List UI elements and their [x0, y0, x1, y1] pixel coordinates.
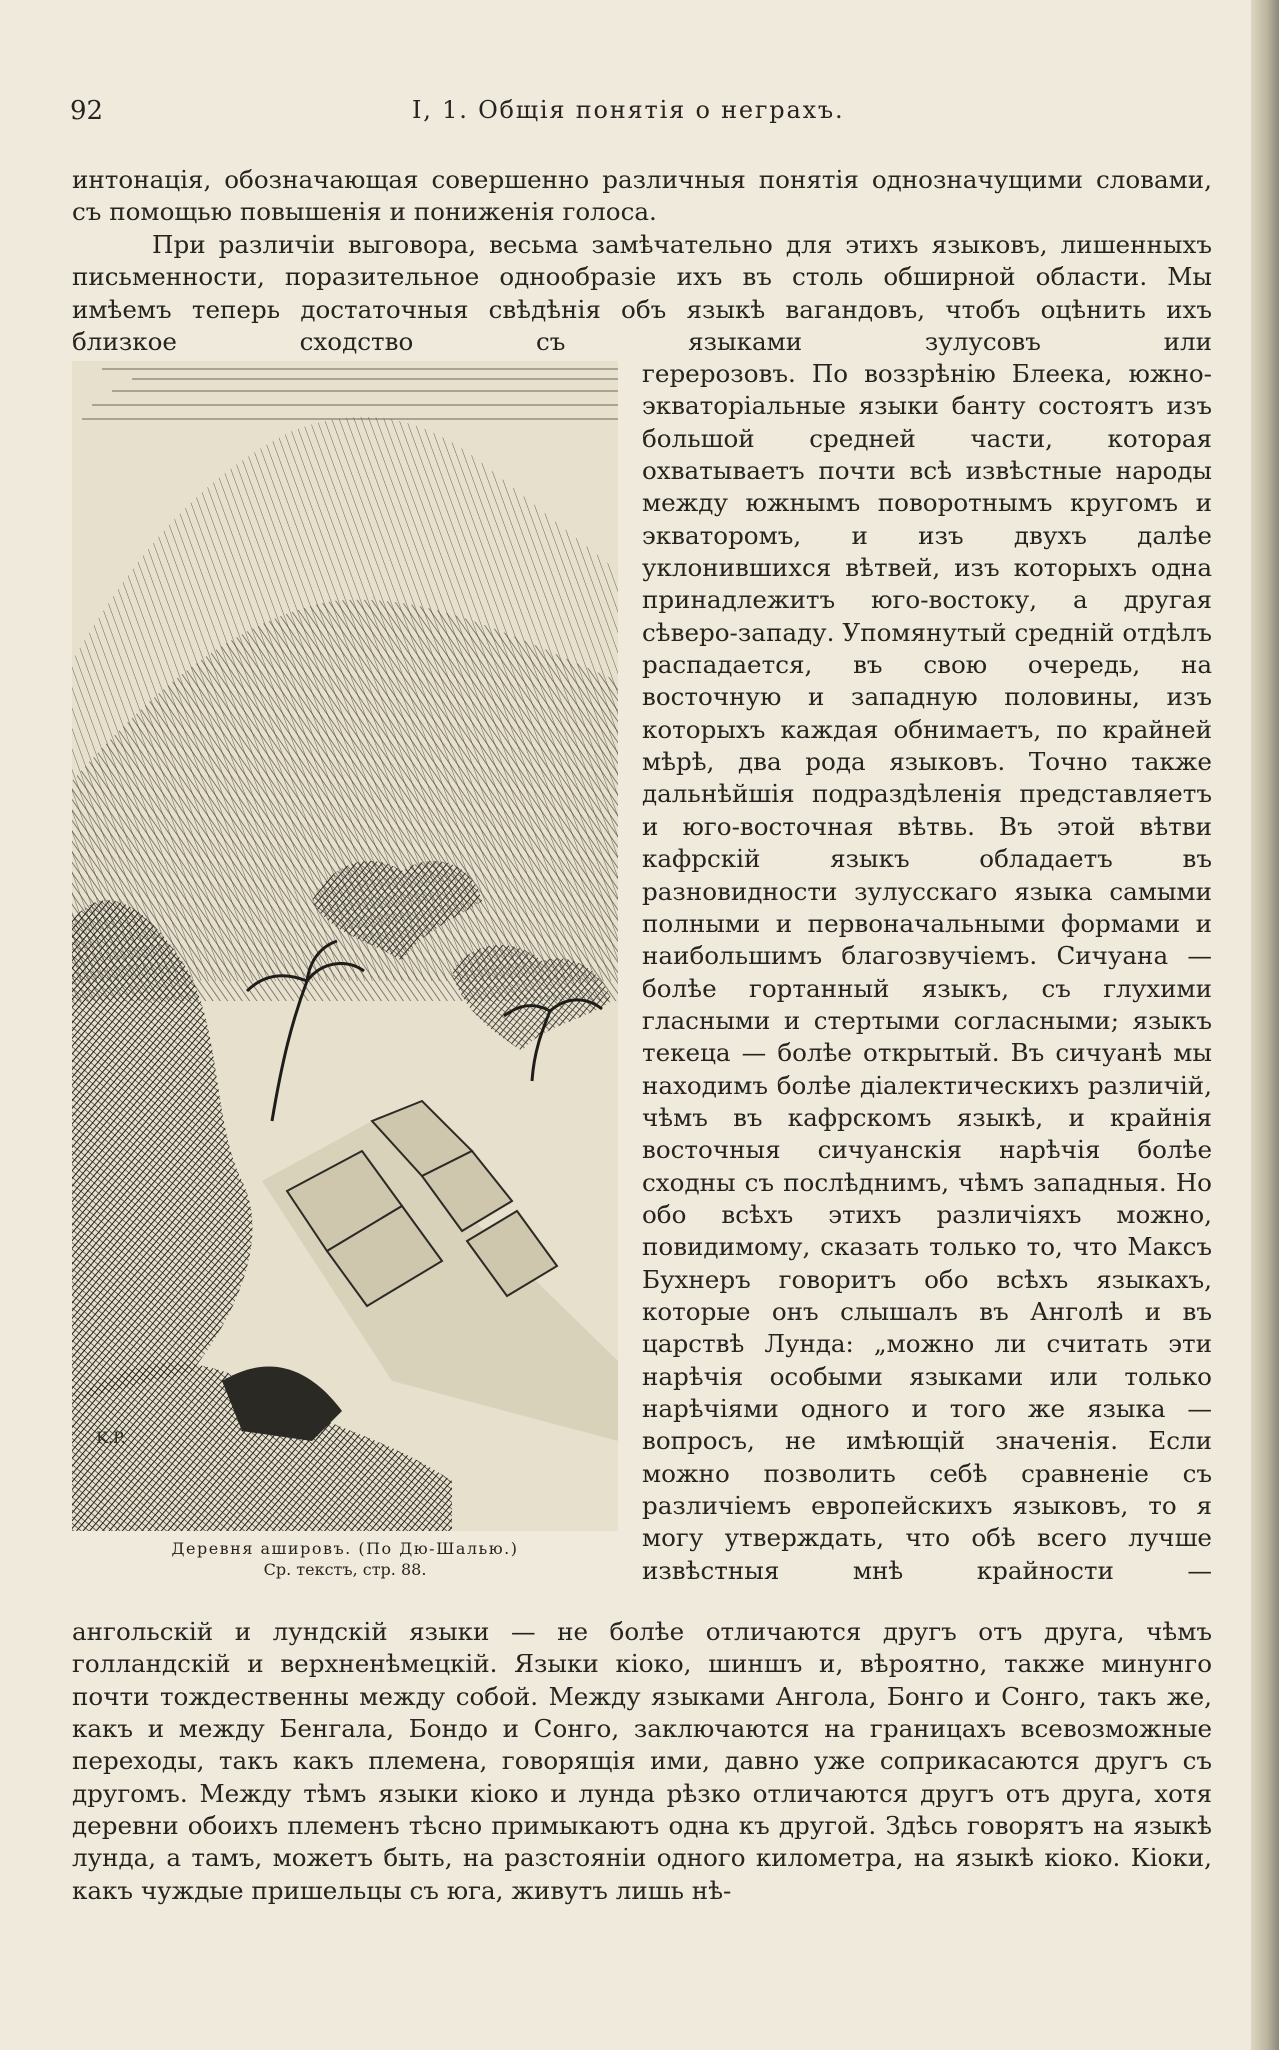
figure-caption — [72, 1538, 618, 1580]
engraver-signature: K.P. — [96, 1428, 126, 1447]
paragraph-bantu-languages: герерозовъ. По воззрѣнію Блеека, южно-экваторіальные языки банту состоятъ изъ большой средней части, которая охватываетъ почти всѣ извѣстные народы между южнымъ поворотнымъ кругомъ и экваторомъ, и изъ двухъ далѣе уклонившихся вѣтвей, изъ которыхъ одна принадлежитъ юго-востоку, а другая сѣверо-западу. Упомянутый средній отдѣлъ распадается, въ свою очередь, на восточную и западную половины, изъ которыхъ каждая обнимаетъ, по крайней мѣрѣ, два рода языковъ. Точно также дальнѣйшія подраздѣленія представляетъ и юго-восточная вѣтвь. Въ этой вѣтви кафрскій языкъ обладаетъ въ разновидности зулусскаго языка самыми полными и первоначальными формами и наибольшимъ благозвучіемъ. Сичуана — болѣе гортанный языкъ, съ глухими гласными и стертыми согласными; языкъ текеца — болѣе открытый. Въ сичуанѣ мы находимъ болѣе діалектическихъ различій, чѣмъ въ кафрскомъ языкѣ, и крайнія восточныя сичуанскія нарѣчія болѣе сходны съ послѣднимъ, чѣмъ западныя. Но обо всѣхъ этихъ различіяхъ можно, повидимому, сказать только то, что Максъ Бухнеръ говоритъ обо всѣхъ языкахъ, которые онъ слышалъ въ Анголѣ и въ царствѣ Лунда: „можно ли считать эти нарѣчія особыми языками или только нарѣчіями одного и того же языка — вопросъ, не имѣющій значенія. Если можно позволить себѣ сравненіе съ различіемъ европейскихъ языковъ, то я могу утверждать, что обѣ всего лучше извѣстныя мнѣ крайности — — [642, 359, 1212, 1585]
caption-title: Деревня ашировъ. (По Дю-Шалью.) — [171, 1539, 519, 1558]
paragraph-continued: интонація, обозначающая совершенно различныя понятія однозначущими словами, съ помощью повышенія и пониженія голоса. — [72, 165, 1212, 227]
running-head: I, 1. Общія понятія о неграхъ. — [412, 96, 845, 124]
caption-reference: Ср. текстъ, стр. 88. — [263, 1560, 427, 1579]
page-number: 92 — [70, 96, 104, 126]
paragraph-angola-lunda: ангольскій и лундскій языки — не болѣе отличаются другъ отъ друга, чѣмъ голландскій и верхненѣмецкій. Языки кіоко, шиншъ и, вѣроятно, также минунго почти тождественны между собой. Между языками Ангола, Бонго и Сонго, такъ же, какъ и между Бенгала, Бондо и Сонго, заключаются на границахъ всевозможные переходы, такъ какъ племена, говорящія ими, давно уже соприкасаются другъ съ другомъ. Между тѣмъ языки кіоко и лунда рѣзко отличаются другъ отъ друга, хотя деревни обоихъ племенъ тѣсно примыкаютъ одна къ другой. Здѣсь говорятъ на языкѣ лунда, а тамъ, можетъ быть, на разстояніи одного километра, на языкѣ кіоко. Кіоки, какъ чуждые пришельцы съ юга, живутъ лишь нѣ- — [72, 1617, 1212, 1905]
paragraph-dialects: При различіи выговора, весьма замѣчательно для этихъ языковъ, лишенныхъ письменности, поразительное однообразіе ихъ въ столь обширной области. Мы имѣемъ теперь достаточныя свѣдѣнія объ языкѣ вагандовъ, чтобъ оцѣнить ихъ близкое сходство съ языками зулусовъ или — [72, 230, 1212, 357]
page-edge-shadow — [1251, 0, 1279, 2050]
page-header — [70, 96, 1210, 130]
engraving-village-illustration — [72, 361, 618, 1531]
